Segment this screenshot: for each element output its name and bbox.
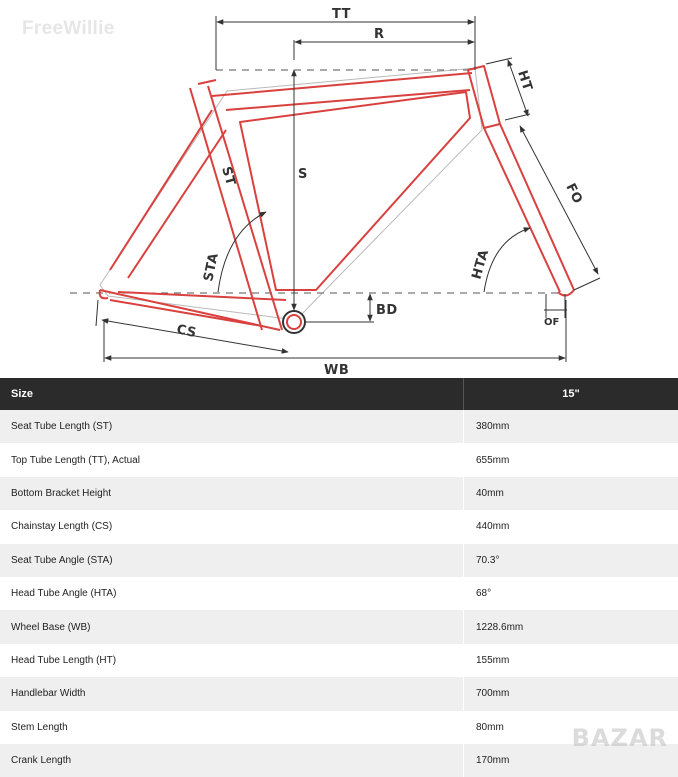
frame-geometry-diagram [0,0,678,378]
row-value: 170mm [464,744,678,777]
label-wb: WB [324,363,349,378]
label-hta: HTA [469,248,492,281]
row-value: 80mm [464,711,678,744]
row-label: Crank Length [0,744,464,777]
label-fo: FO [562,181,585,206]
table-row [0,677,678,710]
table-row [0,510,678,543]
row-label: Head Tube Length (HT) [0,644,464,677]
label-st: ST [218,165,238,188]
label-bd: BD [376,303,398,318]
label-s: S [298,167,308,182]
table-row [0,544,678,577]
row-value: 440mm [464,510,678,543]
label-tt: TT [332,7,351,22]
watermark-bottom-right: BAZAR [572,724,668,752]
label-of: OF [544,317,559,328]
row-label: Chainstay Length (CS) [0,510,464,543]
table-row [0,410,678,443]
table-header-row [0,378,678,410]
row-value: 380mm [464,410,678,443]
label-cs: CS [175,322,198,341]
watermark-top-left: FreeWillie [22,18,115,40]
row-label: Seat Tube Angle (STA) [0,544,464,577]
geometry-table [0,378,678,777]
row-label: Top Tube Length (TT), Actual [0,443,464,476]
column-header-15: 15" [464,378,678,410]
table-row [0,644,678,677]
row-label: Head Tube Angle (HTA) [0,577,464,610]
table-row [0,443,678,476]
column-header-size: Size [0,378,464,410]
table-row [0,577,678,610]
table-row [0,477,678,510]
label-ht: HT [514,69,535,93]
row-label: Handlebar Width [0,677,464,710]
label-r: R [374,27,385,42]
row-label: Wheel Base (WB) [0,610,464,643]
bike-frame [100,66,574,330]
bottom-bracket [283,311,305,333]
table-row [0,610,678,643]
row-value: 40mm [464,477,678,510]
row-label: Stem Length [0,711,464,744]
row-value: 700mm [464,677,678,710]
label-sta: STA [201,252,222,283]
row-value: 68° [464,577,678,610]
row-value: 1228.6mm [464,610,678,643]
row-value: 655mm [464,443,678,476]
row-value: 155mm [464,644,678,677]
row-value: 70.3° [464,544,678,577]
row-label: Bottom Bracket Height [0,477,464,510]
row-label: Seat Tube Length (ST) [0,410,464,443]
